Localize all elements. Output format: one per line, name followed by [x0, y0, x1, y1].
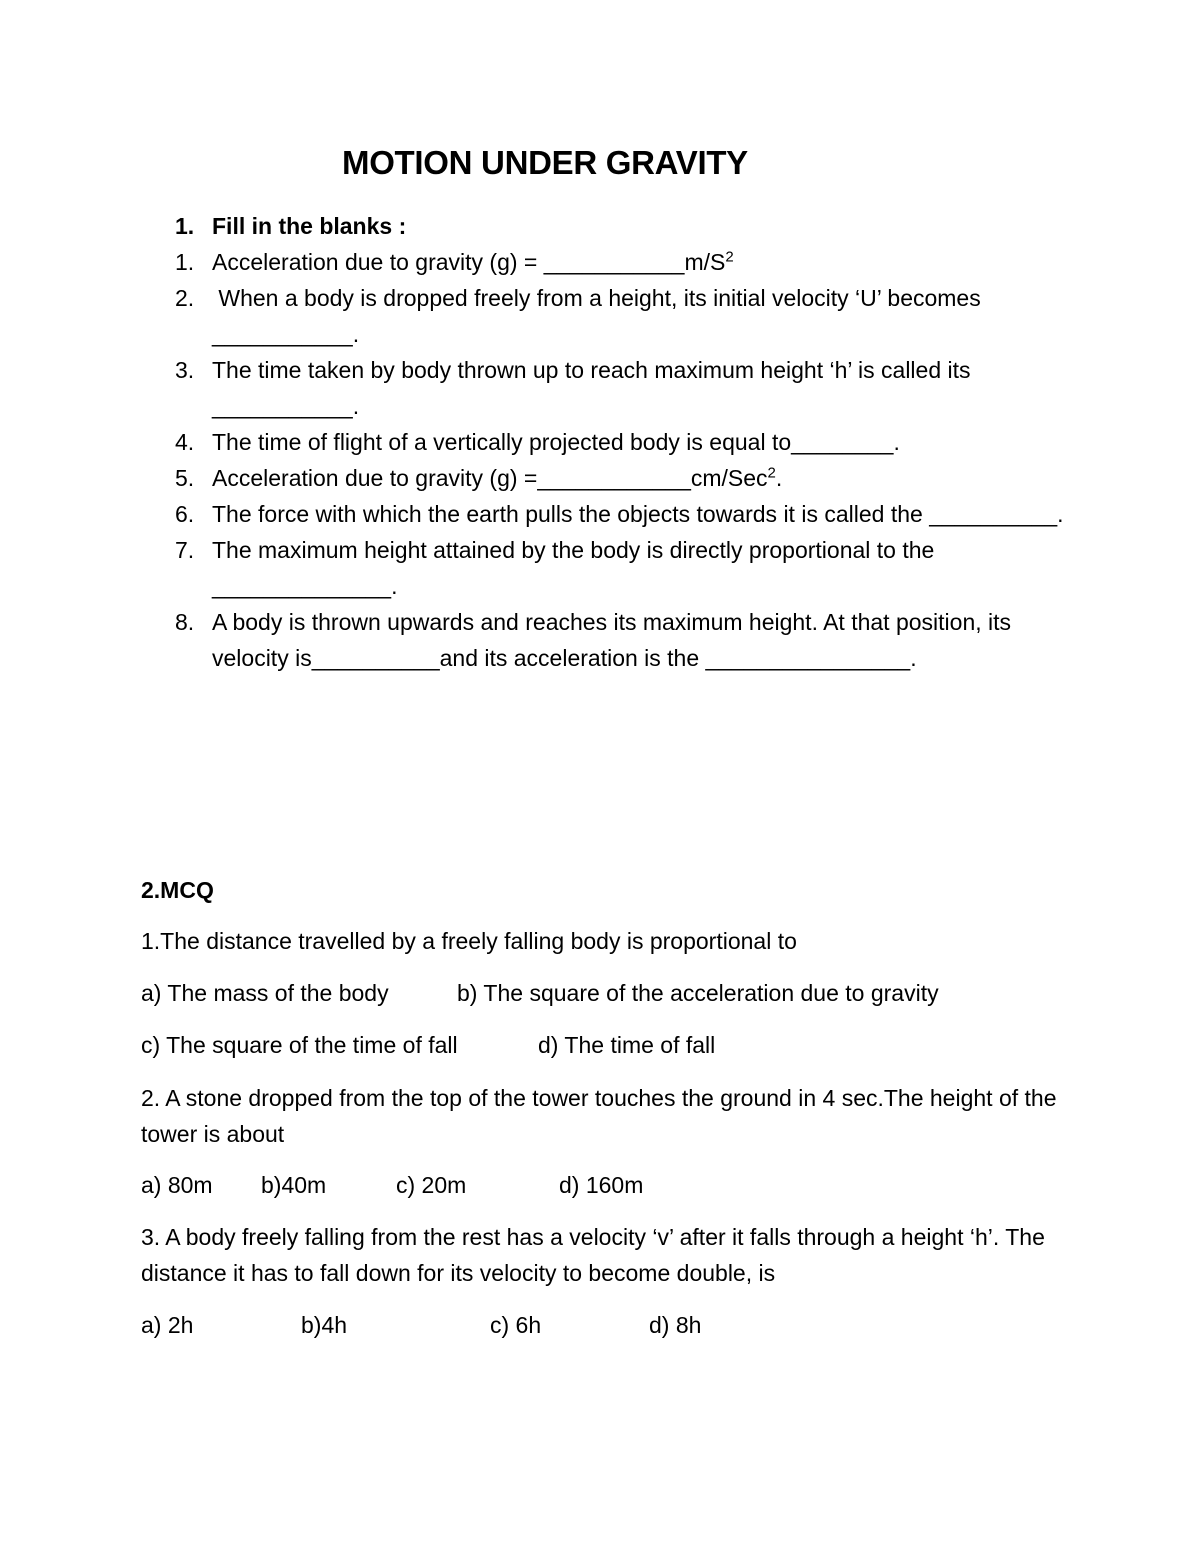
option-d: d) 8h: [649, 1312, 702, 1338]
item-number: 1.: [175, 249, 195, 275]
option-d: d) 160m: [559, 1172, 644, 1198]
item-text: The time of flight of a vertically projected body is equal to________.: [212, 429, 900, 455]
section-heading-row: [175, 208, 1075, 244]
list-item: [175, 460, 1075, 496]
item-text: The maximum height attained by the body is directly proportional to the ______________.: [212, 537, 935, 599]
item-text: The time taken by body thrown up to reach maximum height ‘h’ is called its ___________.: [212, 357, 971, 419]
page-title: MOTION UNDER GRAVITY: [342, 144, 748, 181]
list-item: [175, 532, 1075, 604]
item-text: Acceleration due to gravity $(g) = \_\_\_\_\_\_\_\_\_\_\_m/S^2$: [212, 248, 734, 275]
option-b: b)4h: [301, 1312, 348, 1338]
option-b: b)40m: [261, 1172, 327, 1198]
list-item: [175, 424, 1075, 460]
mcq-q3-options-row: [141, 1307, 841, 1343]
list-item: [175, 244, 1075, 280]
item-number: 4.: [175, 429, 195, 455]
item-number: 2.: [175, 285, 195, 311]
option-c: c) The square of the time of fall: [141, 1032, 458, 1058]
item-number: 8.: [175, 609, 195, 635]
list-item: [175, 604, 1075, 676]
list-item: [175, 496, 1075, 532]
section-heading: Fill in the blanks :: [212, 213, 407, 239]
option-d: d) The time of fall: [538, 1032, 716, 1058]
item-number: 3.: [175, 357, 195, 383]
mcq-question-3: 3. A body freely falling from the rest has a velocity ‘v’ after it falls through a height ‘h’. The distance it has to fall down for its velocity to become double, is: [141, 1224, 1045, 1286]
item-number: 7.: [175, 537, 195, 563]
list-item: [175, 352, 1075, 424]
mcq-q1-options-row-2: [141, 1027, 716, 1063]
item-text: When a body is dropped freely from a height, its initial velocity ‘U’ becomes ___________.: [212, 285, 988, 347]
option-c: c) 6h: [490, 1312, 542, 1338]
option-b: b) The square of the acceleration due to gravity: [457, 980, 939, 1006]
mcq-heading: 2.MCQ: [141, 877, 214, 903]
option-a: a) 2h: [141, 1312, 194, 1338]
mcq-q2-options-row: [141, 1167, 841, 1203]
option-c: c) 20m: [396, 1172, 467, 1198]
item-text: Acceleration due to gravity (g) =____________cm/Sec$^2$.: [212, 464, 783, 491]
fill-in-the-blanks-section: [175, 208, 1075, 676]
item-text: The force with which the earth pulls the objects towards it is called the __________.: [212, 501, 1064, 527]
option-a: a) The mass of the body: [141, 980, 389, 1006]
list-item: [175, 280, 1075, 352]
item-number: 6.: [175, 501, 195, 527]
item-number: 5.: [175, 465, 195, 491]
section-number: 1.: [175, 213, 195, 239]
mcq-question-2: 2. A stone dropped from the top of the tower touches the ground in 4 sec.The height of the tower is about: [141, 1085, 1057, 1147]
option-a: a) 80m: [141, 1172, 213, 1198]
item-text: A body is thrown upwards and reaches its maximum height. At that position, its velocity is__________and its acceleration is the ________________.: [212, 609, 1012, 671]
mcq-q1-options-row: [141, 975, 939, 1011]
mcq-question-1: 1.The distance travelled by a freely falling body is proportional to: [141, 928, 797, 954]
